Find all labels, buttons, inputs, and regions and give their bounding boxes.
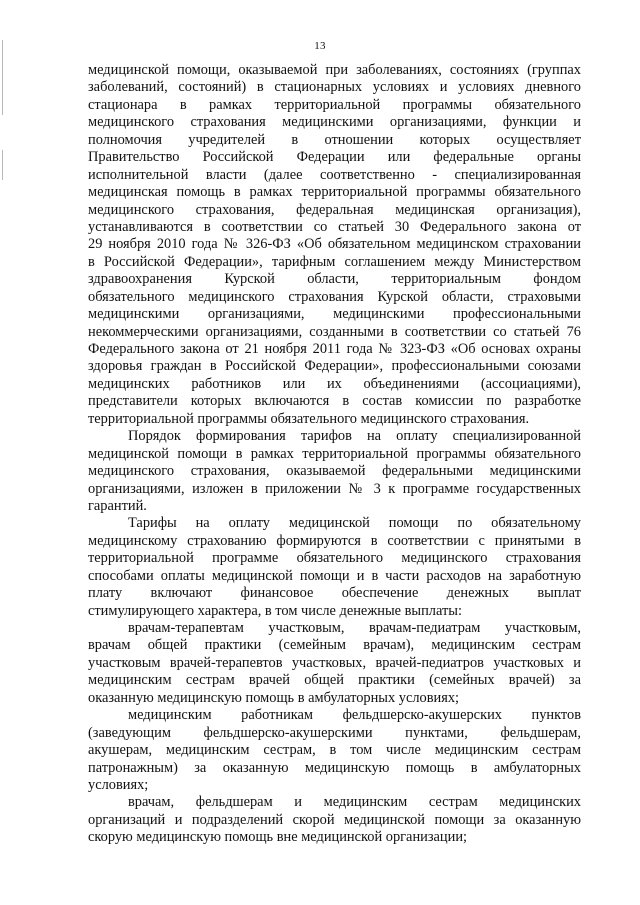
text-line: медицинской помощи в рамках территориальной программы обязательного [88,445,581,462]
text-line: некоммерческими организациями, созданными в соответствии со статьей 76 [88,323,581,340]
text-line: здравоохранения Курской области, территориальным фондом [88,271,581,288]
text-line: врачам-терапевтам участковым, врачам-педиатрам участковым, [128,620,581,636]
text-line: стимулирующего характера, в том числе денежные выплаты: [88,602,462,619]
text-line: участковым врачей-терапевтов участковых, врачей-педиатров участковых и [88,654,581,671]
text-line: медицинской помощи, оказываемой при заболеваниях, состояниях (группах [88,62,581,78]
text-line: устанавливаются в соответствии со статьей 30 Федерального закона от [88,218,581,235]
text-line: медицинского страхования, оказываемой федеральными медицинскими [88,463,581,480]
text-line: медицинская помощь в рамках территориальной программы обязательного [88,184,581,201]
text-line: организаций и подразделений скорой медицинской помощи за оказанную [88,811,581,828]
text-line: скорую медицинскую помощь вне медицинской организации; [88,829,468,846]
text-line: медицинским сестрам врачей общей практики (семейных врачей) за [88,672,581,689]
text-line: 29 ноября 2010 года № 326-ФЗ «Об обязательном медицинском страховании [88,236,581,253]
page-number: 13 [314,40,326,52]
text-line: медицинскому страхованию формируются в соответствии с принятыми в [88,532,581,549]
text-line: Правительство Российской Федерации или федеральные органы [88,149,581,166]
text-line: медицинских работников или их объединениями (ассоциациями), [88,375,581,392]
text-line: организациями, изложен в приложении № 3 к программе государственных [88,480,581,497]
body-text [88,62,581,847]
text-line: представители которых включаются в состав комиссии по разработке [88,393,581,410]
text-line: способами оплаты медицинской помощи и в части расходов на заработную [88,567,581,584]
text-line: Порядок формирования тарифов на оплату специализированной [128,428,581,445]
scan-edge-mark [2,150,3,180]
text-line: врачам общей практики (семейным врачам), медицинским сестрам [88,637,581,654]
text-line: гарантий. [88,497,147,514]
text-line: Федерального закона от 21 ноября 2011 года № 323-ФЗ «Об основах охраны [88,341,581,357]
text-line: акушерам, медицинским сестрам, в том числе медицинским сестрам [88,742,581,759]
text-line: оказанную медицинскую помощь в амбулаторных условиях; [88,689,460,706]
text-line: медицинскими организациями, медицинскими профессиональными [88,306,581,323]
text-line: территориальной программы обязательного медицинского страхования. [88,410,530,427]
text-line: (заведующим фельдшерско-акушерскими пунктами, фельдшерам, [88,724,581,741]
text-line: полномочия учредителей в отношении которых осуществляет [88,131,581,148]
text-line: заболеваний, состояний) в стационарных условиях и условиях дневного [88,79,581,96]
text-line: врачам, фельдшерам и медицинским сестрам медицинских [128,794,581,811]
text-line: медицинским работникам фельдшерско-акушерских пунктов [128,707,581,724]
text-line: исполнительной власти (далее соответственно - специализированная [88,166,581,183]
text-line: в Российской Федерации», тарифным соглашением между Министерством [88,253,581,270]
text-line: здоровья граждан в Российской Федерации», профессиональными союзами [88,358,581,375]
text-line: стационара в рамках территориальной программы обязательного [88,96,581,113]
text-line: медицинского страхования медицинскими организациями, функции и [88,114,581,131]
text-line: территориальной программе обязательного медицинского страхования [88,550,581,567]
text-line: обязательного медицинского страхования Курской области, страховыми [88,288,581,305]
text-line: медицинского страхования, федеральная медицинская организация), [88,201,581,218]
text-line: условиях; [88,776,149,793]
text-line: Тарифы на оплату медицинской помощи по обязательному [128,515,581,532]
text-line: плату включают финансовое обеспечение денежных выплат [88,585,581,602]
text-line: патронажным) за оказанную медицинскую помощь в амбулаторных [88,759,581,776]
